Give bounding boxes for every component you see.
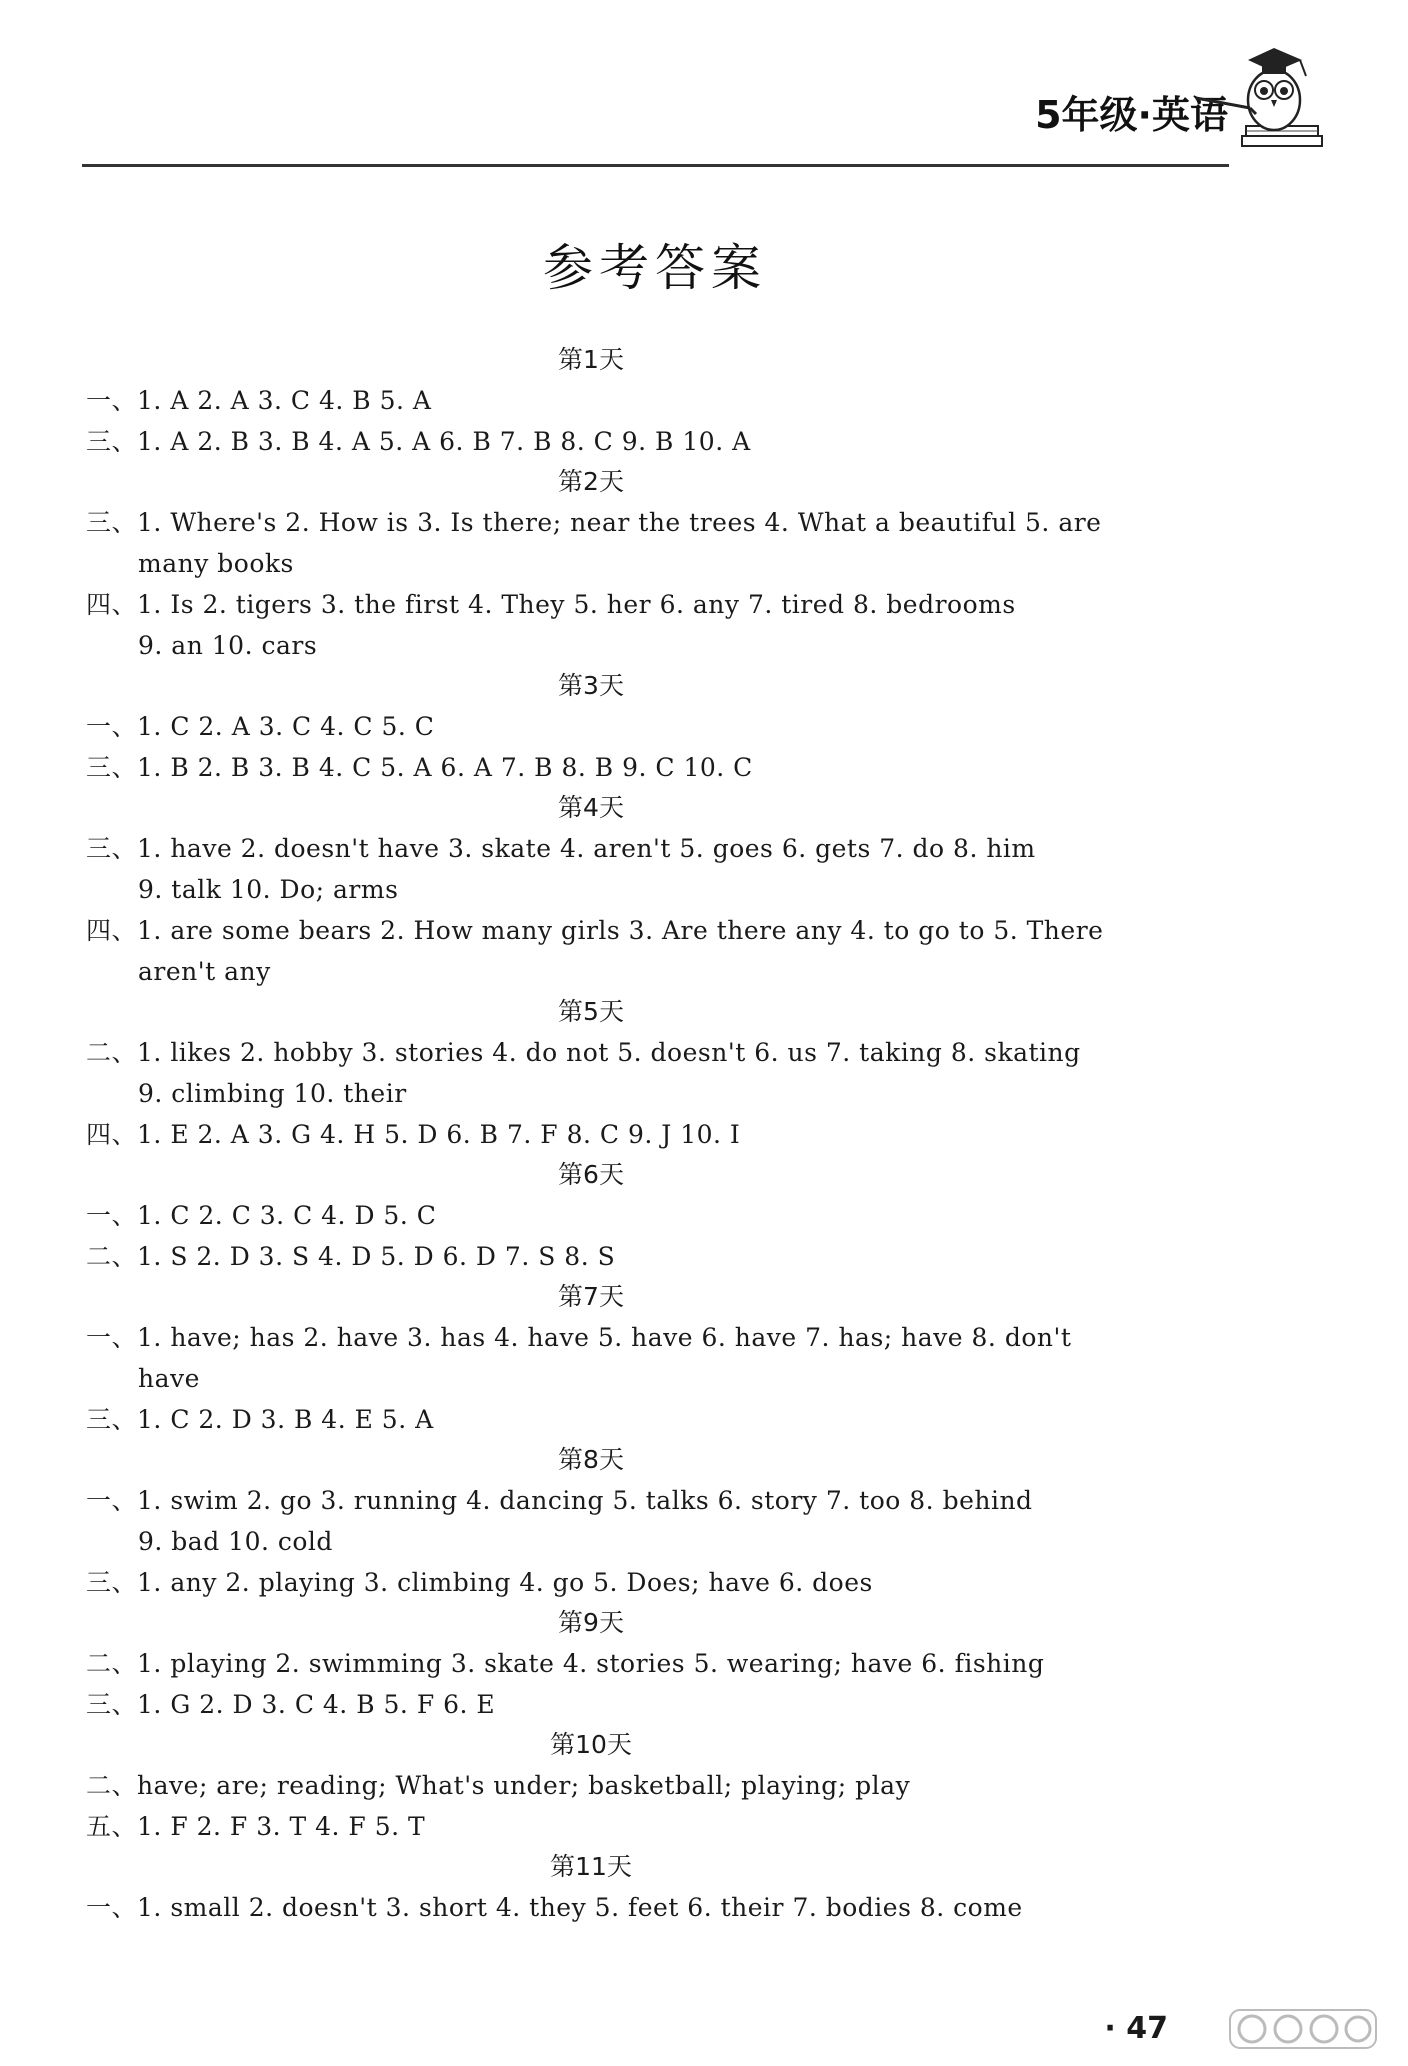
day-heading: 第1天 bbox=[558, 345, 624, 374]
section-label: 一、 bbox=[86, 712, 138, 741]
day-heading: 第7天 bbox=[558, 1282, 624, 1311]
section-label: 三、 bbox=[86, 1690, 138, 1719]
answer-text: 1. S 2. D 3. S 4. D 5. D 6. D 7. S 8. S bbox=[137, 1242, 616, 1271]
answer-line bbox=[86, 1399, 1246, 1440]
answer-text: 1. C 2. A 3. C 4. C 5. C bbox=[137, 712, 435, 741]
section-label: 四、 bbox=[86, 590, 138, 619]
answer-line bbox=[86, 706, 1246, 747]
day-heading: 第6天 bbox=[558, 1160, 624, 1189]
answer-line bbox=[86, 1562, 1246, 1603]
answer-text: 1. have 2. doesn't have 3. skate 4. aren't 5. goes 6. gets 7. do 8. him bbox=[137, 834, 1036, 863]
answer-text: have; are; reading; What's under; basketball; playing; play bbox=[137, 1771, 911, 1800]
section-label: 一、 bbox=[86, 1893, 138, 1922]
answer-line bbox=[86, 1806, 1246, 1847]
answer-line bbox=[86, 828, 1246, 869]
answer-text: 1. likes 2. hobby 3. stories 4. do not 5. doesn't 6. us 7. taking 8. skating bbox=[137, 1038, 1081, 1067]
answer-list bbox=[86, 340, 1246, 1928]
section-label: 四、 bbox=[86, 1120, 138, 1149]
answer-line bbox=[86, 625, 1246, 666]
answer-line bbox=[86, 380, 1246, 421]
section-label: 三、 bbox=[86, 1568, 138, 1597]
answer-line bbox=[86, 1236, 1246, 1277]
answer-text: 9. an 10. cars bbox=[138, 631, 318, 660]
owl-teacher-icon bbox=[1176, 28, 1326, 158]
page-number: · 47 bbox=[1104, 2011, 1168, 2046]
answer-text: many books bbox=[138, 549, 294, 578]
section-label: 二、 bbox=[86, 1038, 138, 1067]
answer-text: 1. A 2. A 3. C 4. B 5. A bbox=[137, 386, 432, 415]
watermark-logo bbox=[1228, 2006, 1378, 2052]
answer-line bbox=[86, 1887, 1246, 1928]
section-label: 四、 bbox=[86, 916, 138, 945]
day-heading: 第8天 bbox=[558, 1445, 624, 1474]
section-label: 一、 bbox=[86, 1486, 138, 1515]
answer-text: 1. Is 2. tigers 3. the first 4. They 5. her 6. any 7. tired 8. bedrooms bbox=[137, 590, 1016, 619]
answer-text: 1. A 2. B 3. B 4. A 5. A 6. B 7. B 8. C 9. B 10. A bbox=[137, 427, 751, 456]
section-label: 三、 bbox=[86, 1405, 138, 1434]
answer-line bbox=[86, 543, 1246, 584]
answer-line bbox=[86, 1073, 1246, 1114]
answer-text: 1. E 2. A 3. G 4. H 5. D 6. B 7. F 8. C 9. J 10. I bbox=[137, 1120, 741, 1149]
answer-text: 1. small 2. doesn't 3. short 4. they 5. feet 6. their 7. bodies 8. come bbox=[137, 1893, 1023, 1922]
day-heading: 第3天 bbox=[558, 671, 624, 700]
page-header bbox=[0, 0, 1408, 170]
page-title: 参考答案 bbox=[543, 239, 767, 297]
section-label: 三、 bbox=[86, 427, 138, 456]
answer-text: 1. any 2. playing 3. climbing 4. go 5. Does; have 6. does bbox=[137, 1568, 873, 1597]
answer-line bbox=[86, 1358, 1246, 1399]
day-heading: 第9天 bbox=[558, 1608, 624, 1637]
answer-line bbox=[86, 1480, 1246, 1521]
answer-line bbox=[86, 1114, 1246, 1155]
day-heading: 第5天 bbox=[558, 997, 624, 1026]
section-label: 三、 bbox=[86, 508, 138, 537]
answer-text: 1. are some bears 2. How many girls 3. Are there any 4. to go to 5. There bbox=[137, 916, 1104, 945]
section-label: 一、 bbox=[86, 1323, 138, 1352]
answer-text: have bbox=[138, 1364, 200, 1393]
answer-text: 9. climbing 10. their bbox=[138, 1079, 407, 1108]
section-label: 一、 bbox=[86, 386, 138, 415]
answer-line bbox=[86, 1765, 1246, 1806]
answer-text: 1. G 2. D 3. C 4. B 5. F 6. E bbox=[137, 1690, 496, 1719]
answer-text: 1. swim 2. go 3. running 4. dancing 5. talks 6. story 7. too 8. behind bbox=[137, 1486, 1033, 1515]
answer-line bbox=[86, 747, 1246, 788]
answer-line bbox=[86, 1032, 1246, 1073]
answer-line bbox=[86, 1195, 1246, 1236]
answer-line bbox=[86, 1684, 1246, 1725]
answer-text: 1. Where's 2. How is 3. Is there; near the trees 4. What a beautiful 5. are bbox=[137, 508, 1102, 537]
answer-text: 1. C 2. D 3. B 4. E 5. A bbox=[137, 1405, 434, 1434]
answer-text: 1. F 2. F 3. T 4. F 5. T bbox=[137, 1812, 426, 1841]
answer-line bbox=[86, 869, 1246, 910]
answer-text: 1. C 2. C 3. C 4. D 5. C bbox=[137, 1201, 437, 1230]
section-label: 二、 bbox=[86, 1649, 138, 1678]
answer-text: 9. talk 10. Do; arms bbox=[138, 875, 399, 904]
day-heading: 第11天 bbox=[550, 1852, 632, 1881]
section-label: 二、 bbox=[86, 1771, 138, 1800]
day-heading: 第2天 bbox=[558, 467, 624, 496]
answer-line bbox=[86, 910, 1246, 951]
grade-subject-label: 5年级·英语 bbox=[1035, 93, 1228, 137]
answer-line bbox=[86, 584, 1246, 625]
section-label: 三、 bbox=[86, 834, 138, 863]
section-label: 三、 bbox=[86, 753, 138, 782]
day-heading: 第4天 bbox=[558, 793, 624, 822]
answer-text: 1. playing 2. swimming 3. skate 4. stories 5. wearing; have 6. fishing bbox=[137, 1649, 1045, 1678]
answer-line bbox=[86, 502, 1246, 543]
day-heading: 第10天 bbox=[550, 1730, 632, 1759]
answer-line bbox=[86, 1521, 1246, 1562]
answer-text: 1. B 2. B 3. B 4. C 5. A 6. A 7. B 8. B 9. C 10. C bbox=[137, 753, 753, 782]
answer-line bbox=[86, 951, 1246, 992]
answer-text: aren't any bbox=[138, 957, 271, 986]
answer-text: 9. bad 10. cold bbox=[138, 1527, 333, 1556]
answer-line bbox=[86, 421, 1246, 462]
answer-line bbox=[86, 1317, 1246, 1358]
header-rule bbox=[82, 164, 1229, 167]
section-label: 二、 bbox=[86, 1242, 138, 1271]
answer-text: 1. have; has 2. have 3. has 4. have 5. have 6. have 7. has; have 8. don't bbox=[137, 1323, 1072, 1352]
answer-line bbox=[86, 1643, 1246, 1684]
section-label: 五、 bbox=[86, 1812, 138, 1841]
section-label: 一、 bbox=[86, 1201, 138, 1230]
